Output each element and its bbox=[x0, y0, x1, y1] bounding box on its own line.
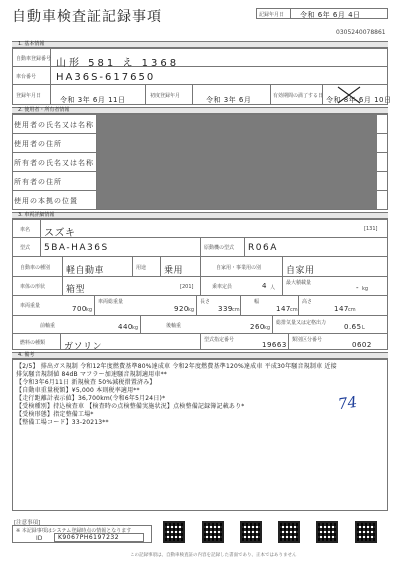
front-axle: 440 bbox=[118, 323, 133, 331]
max-load: - bbox=[356, 284, 360, 292]
expiry-label: 有効期間の満了する日 bbox=[273, 93, 324, 99]
qr-code bbox=[163, 521, 185, 543]
maker-code: [131] bbox=[364, 226, 378, 232]
qr-code bbox=[316, 521, 338, 543]
notice-text: ※ 本記録事項はシステム登録時点の情報となります bbox=[16, 528, 132, 534]
model-label: 型式 bbox=[20, 245, 31, 251]
weight: 700 bbox=[72, 305, 87, 313]
capacity-label: 乗車定員 bbox=[212, 284, 233, 290]
handwritten-note: 74 bbox=[336, 392, 359, 414]
section-remarks: 4. 備考 bbox=[12, 352, 388, 359]
remark-line: 【受検種別】持込検査車 【検査時の点検整備実施状況】点検整備記録簿記載あり* bbox=[16, 403, 245, 410]
redaction-block bbox=[97, 115, 377, 209]
use: 乗用 bbox=[164, 266, 184, 276]
body-code: [201] bbox=[180, 284, 194, 290]
record-date-label: 記録年月日 bbox=[259, 12, 285, 18]
id-value: K9067PH6197232 bbox=[58, 534, 120, 541]
fuel: ガソリン bbox=[64, 342, 103, 352]
qr-code bbox=[202, 521, 224, 543]
remark-line: 【受検形態】指定整備工場* bbox=[16, 411, 94, 418]
displacement-label: 総排気量又は定格出力 bbox=[276, 320, 327, 326]
category-number: 0602 bbox=[352, 341, 372, 349]
base-location-label: 使用の本拠の位置 bbox=[14, 197, 78, 205]
first-reg-label: 登録年月日 bbox=[16, 93, 42, 99]
capacity: 4 bbox=[262, 282, 267, 290]
document-title: 自動車検査証記録事項 bbox=[12, 9, 162, 25]
vehicle-type: 軽自動車 bbox=[66, 266, 105, 276]
type-designation: 19663 bbox=[262, 341, 287, 349]
section-owner: 2. 使用者・所有者情報 bbox=[12, 107, 388, 114]
first-year-label: 初度登録年月 bbox=[150, 93, 181, 99]
height: 147 bbox=[334, 305, 349, 313]
remark-line: 排気騒音規制値 84dB マフラー加速騒音規制適用車** bbox=[16, 371, 167, 378]
record-date-value: 令和 6年 6月 4日 bbox=[300, 11, 361, 19]
qr-code bbox=[240, 521, 262, 543]
biz-label: 自家用・事業用の別 bbox=[216, 265, 262, 271]
notice-label: [注意事項] bbox=[14, 520, 41, 526]
gross-weight-label: 車両総重量 bbox=[98, 299, 124, 305]
width-label: 幅 bbox=[254, 299, 260, 305]
front-axle-unit: kg bbox=[132, 325, 139, 331]
model: 5BA-HA36S bbox=[44, 243, 109, 253]
length: 339 bbox=[218, 305, 233, 313]
remark-line: 【走行距離計表示値】36,700km(令和6年5月24日)* bbox=[16, 395, 166, 402]
capacity-unit: 人 bbox=[270, 285, 276, 291]
body-label: 車体の形状 bbox=[20, 284, 46, 290]
remark-line: 【2/5】 排出ガス規制 令和12年度燃費基準80%達成車 令和2年度燃費基準120%達成車 平成30年騒音規制車 近接 bbox=[16, 363, 337, 370]
width-unit: cm bbox=[290, 307, 298, 313]
type-label: 自動車の種別 bbox=[20, 265, 51, 271]
reg-number-label: 自動車登録番号 bbox=[16, 56, 52, 62]
use-label: 用途 bbox=[136, 265, 147, 271]
rear-axle-label: 後軸重 bbox=[166, 323, 182, 329]
displacement: 0.65 bbox=[344, 323, 362, 331]
engine: R06A bbox=[248, 243, 278, 253]
front-axle-label: 前軸重 bbox=[40, 323, 56, 329]
max-load-unit: kg bbox=[362, 286, 369, 292]
displacement-unit: L bbox=[362, 325, 365, 331]
chassis-label: 車台番号 bbox=[16, 74, 37, 80]
gross-weight-unit: kg bbox=[188, 307, 195, 313]
remark-line: 【整備工場コード】33-20213** bbox=[16, 419, 109, 426]
owner-address-label: 所有者の住所 bbox=[14, 178, 62, 186]
document-number: 0305240078861 bbox=[336, 29, 386, 36]
rear-axle: 260 bbox=[250, 323, 265, 331]
category-label: 類別区分番号 bbox=[292, 337, 323, 343]
section-basic: 1. 基本情報 bbox=[12, 41, 388, 48]
user-address-label: 使用者の住所 bbox=[14, 140, 62, 148]
remark-line: 【自動車重量税額】¥5,000 本則税率適用** bbox=[16, 387, 140, 394]
length-unit: cm bbox=[232, 307, 240, 313]
chassis-number: HA36S-617650 bbox=[56, 72, 156, 83]
weight-unit: kg bbox=[86, 307, 93, 313]
user-name-label: 使用者の氏名又は名称 bbox=[14, 121, 94, 129]
qr-code bbox=[355, 521, 377, 543]
gross-weight: 920 bbox=[174, 305, 189, 313]
weight-label: 車両重量 bbox=[20, 303, 41, 309]
section-vehicle: 3. 車両詳細情報 bbox=[12, 212, 388, 219]
type-designation-label: 型式指定番号 bbox=[204, 337, 235, 343]
first-reg-date: 令和 3年 6月 11日 bbox=[60, 96, 126, 104]
private-business: 自家用 bbox=[286, 266, 315, 276]
owner-name-label: 所有者の氏名又は名称 bbox=[14, 159, 94, 167]
body-shape: 箱型 bbox=[66, 285, 86, 295]
engine-label: 原動機の型式 bbox=[204, 245, 235, 251]
qr-code bbox=[278, 521, 300, 543]
expiry-date: 令和 8年 6月 10日 bbox=[326, 96, 392, 104]
expiry-strike-mark bbox=[332, 84, 368, 106]
height-label: 高さ bbox=[302, 299, 313, 305]
id-label: ID bbox=[36, 535, 43, 542]
width: 147 bbox=[276, 305, 291, 313]
length-label: 長さ bbox=[200, 299, 211, 305]
max-load-label: 最大積載量 bbox=[286, 280, 312, 286]
first-year-value: 令和 3年 6月 bbox=[206, 96, 252, 104]
fuel-label: 燃料の種類 bbox=[20, 340, 46, 346]
remark-line: 【令和3年6月11日 新規検査 50%減税措置済み】 bbox=[16, 379, 156, 386]
reg-number: 山形 581 え 1368 bbox=[56, 58, 180, 69]
maker: スズキ bbox=[44, 228, 76, 239]
height-unit: cm bbox=[348, 307, 356, 313]
maker-label: 車名 bbox=[20, 227, 31, 233]
rear-axle-unit: kg bbox=[264, 325, 271, 331]
footer-note: この記録事項は、自動車検査証の内容を記録した書面であり、正本ではありません bbox=[130, 553, 297, 558]
